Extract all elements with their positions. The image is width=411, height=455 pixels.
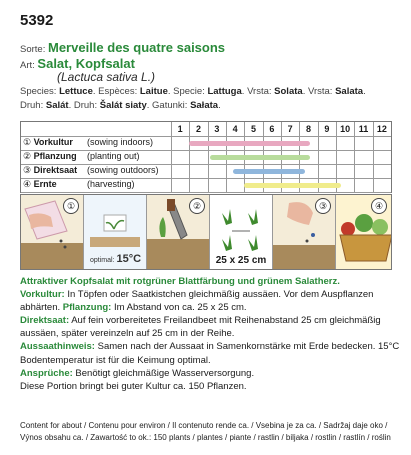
grid-line: [336, 122, 337, 192]
grid-line: [21, 136, 391, 137]
month-9: 9: [324, 124, 330, 134]
kind-name: Salat, Kopfsalat: [37, 56, 135, 71]
grid-line: [208, 122, 209, 192]
month-12: 12: [376, 124, 387, 134]
druh-line: Druh: Salát. Druh: Šalát siaty. Gatunki: Sałata.: [20, 100, 221, 111]
calendar-row-label: ① Vorkultur (sowing indoors): [23, 137, 154, 147]
step-4-badge: ④: [371, 198, 387, 214]
plant-spacing-illustration: [210, 195, 273, 269]
calendar-bar: [210, 155, 311, 160]
indoor-sowing-paragraph: Vorkultur: In Töpfen oder Saatkistchen gleichmäßig aussäen. Vor dem Auspflanzen abhärten. Pflanzung: Im Abstand von ca. 25 x 25 cm.: [20, 289, 374, 314]
month-3: 3: [214, 124, 220, 134]
month-7: 7: [287, 124, 293, 134]
step-2-badge: ②: [189, 198, 205, 214]
illustration-strip: [20, 194, 392, 270]
variety-label: Sorte:: [20, 44, 46, 55]
spacing-label: 25 x 25 cm: [215, 255, 267, 266]
month-11: 11: [358, 124, 369, 134]
sowing-note-paragraph: Aussaathinweis: Samen nach der Aussaat in Samenkornstärke mit Erde bedecken. 15°C Bodentemperatur ist für die Keimung optimal.: [20, 341, 400, 366]
description-title: Attraktiver Kopfsalat mit rotgrüner Blattfärbung und grünem Salatherz.: [20, 276, 340, 287]
direct-sowing-paragraph: Direktsaat: Auf fein vorbereitetes Freilandbeet mit Reihenabstand 25 cm gleichmäßig aussäen, später vereinzeln auf 25 cm in der Reihe.: [20, 315, 381, 340]
optimal-temperature: optimal: 15°C: [90, 253, 142, 265]
grid-line: [171, 122, 172, 192]
yield-paragraph: Diese Portion bringt bei guter Kultur ca. 150 Pflanzen.: [20, 380, 247, 392]
calendar-row-label: ② Pflanzung (planting out): [23, 151, 140, 161]
month-4: 4: [232, 124, 238, 134]
variety-line: [20, 40, 225, 55]
grid-line: [189, 122, 190, 192]
calendar-row-label: ④ Ernte (harvesting): [23, 179, 135, 189]
month-2: 2: [195, 124, 201, 134]
step-3-badge: ③: [315, 198, 331, 214]
grid-line: [21, 178, 391, 179]
harvest-illustration: [336, 195, 391, 269]
sowing-indoors-illustration: [21, 195, 84, 269]
variety-name: Merveille des quatre saisons: [48, 40, 226, 55]
requirements-paragraph: Ansprüche: Benötigt gleichmäßige Wasserversorgung.: [20, 367, 255, 379]
month-5: 5: [250, 124, 256, 134]
month-6: 6: [269, 124, 275, 134]
month-8: 8: [305, 124, 311, 134]
grid-line: [318, 122, 319, 192]
grid-line: [354, 122, 355, 192]
calendar-row-label: ③ Direktsaat (sowing outdoors): [23, 165, 159, 175]
grid-line: [373, 122, 374, 192]
kind-label: Art:: [20, 60, 35, 71]
grid-line: [21, 192, 391, 193]
description: [20, 275, 400, 393]
calendar-bar: [189, 141, 310, 146]
germination-temp-illustration: [84, 195, 147, 269]
kind-line: [20, 56, 135, 71]
calendar-bar: [244, 183, 341, 188]
calendar-bar: [233, 169, 305, 174]
sowing-outdoors-illustration: [273, 195, 336, 269]
latin-name: (Lactuca sativa L.): [57, 70, 156, 84]
content-amount: Content for about / Contenu pour environ / Il contenuto rende ca. / Vsebina je za ca. / Sadržaj daje oko / Výnos obsahu ca. / Zawartość to ok.: 150 plants / plantes / piante / rastlin / biljaka / rostlin / rastlín / roślin: [20, 421, 391, 442]
sowing-calendar: [20, 121, 392, 193]
month-1: 1: [177, 124, 183, 134]
step-1-badge: ①: [63, 198, 79, 214]
planting-out-illustration: [147, 195, 210, 269]
species-line: Species: Lettuce. Espèces: Laitue. Specie: Lattuga. Vrsta: Solata. Vrsta: Salata.: [20, 86, 366, 97]
article-number: 5392: [20, 12, 54, 29]
month-10: 10: [340, 124, 351, 134]
